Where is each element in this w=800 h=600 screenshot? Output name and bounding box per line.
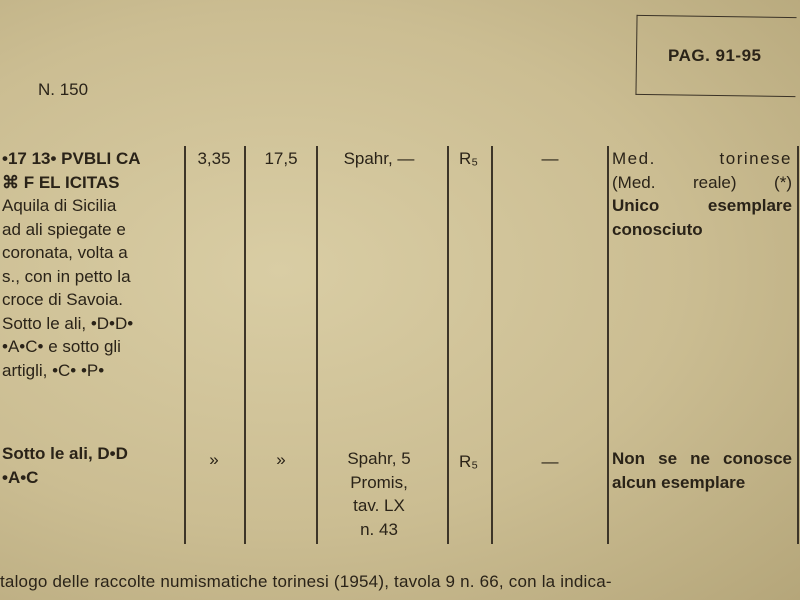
column-divider bbox=[316, 146, 318, 544]
note-bold-line: conosciuto bbox=[612, 219, 703, 239]
reference-line: Spahr, 5 bbox=[347, 449, 411, 468]
description-line: croce di Savoia. bbox=[2, 290, 123, 309]
description-line: artigli, •C• •P• bbox=[2, 360, 105, 380]
entry-2-value: — bbox=[541, 452, 559, 471]
description-line: ad ali spiegate e bbox=[2, 219, 126, 239]
entry-number: N. 150 bbox=[38, 80, 89, 99]
column-divider bbox=[184, 146, 186, 544]
description-line: s., con in petto la bbox=[2, 266, 131, 286]
column-divider bbox=[491, 146, 493, 544]
reference-line: Promis, bbox=[350, 472, 408, 492]
description-line: Aquila di Sicilia bbox=[2, 196, 117, 215]
column-divider bbox=[607, 146, 609, 544]
entry-1-reference bbox=[326, 147, 432, 171]
entry-1-note bbox=[612, 147, 792, 241]
entry-2-weight: » bbox=[209, 450, 219, 469]
reference-line: tav. LX bbox=[353, 496, 405, 515]
legend-line: ⌘ F EL ICITAS bbox=[2, 172, 120, 192]
note-line: (Med. reale) (*) bbox=[612, 172, 792, 192]
description-line: coronata, volta a bbox=[2, 243, 128, 262]
footer-text: talogo delle raccolte numismatiche torinesi (1954), tavola 9 n. 66, con la indica- bbox=[0, 572, 612, 591]
entry-1-description bbox=[2, 147, 174, 382]
description-line: •A•C bbox=[2, 467, 39, 487]
entry-1-value: — bbox=[541, 149, 559, 168]
description-line: •A•C• e sotto gli bbox=[2, 337, 121, 356]
note-bold-line: Non se ne conosce bbox=[612, 449, 792, 468]
note-bold-line: alcun esemplare bbox=[612, 472, 746, 492]
column-divider bbox=[244, 146, 246, 544]
note-bold-line: Unico esemplare bbox=[612, 196, 792, 215]
entry-1-diameter: 17,5 bbox=[264, 149, 298, 168]
entry-2-diameter: » bbox=[276, 450, 286, 469]
column-divider bbox=[797, 146, 799, 544]
page-reference: PAG. 91-95 bbox=[668, 46, 762, 65]
entry-2-reference bbox=[326, 447, 432, 541]
entry-1-rarity: R₅ bbox=[459, 149, 479, 168]
description-line: Sotto le ali, •D•D• bbox=[2, 313, 134, 333]
note-line: Med. torinese bbox=[612, 149, 792, 168]
entry-2-note bbox=[612, 447, 792, 494]
reference-line: Spahr, — bbox=[343, 149, 415, 168]
description-line: Sotto le ali, D•D bbox=[2, 444, 128, 463]
legend-line: •17 13• PVBLI CA bbox=[2, 149, 141, 168]
entry-2-description bbox=[2, 442, 174, 489]
reference-line: n. 43 bbox=[360, 519, 398, 539]
entry-1-weight: 3,35 bbox=[197, 149, 231, 168]
entry-2-rarity: R₅ bbox=[459, 452, 479, 471]
column-divider bbox=[447, 146, 449, 544]
